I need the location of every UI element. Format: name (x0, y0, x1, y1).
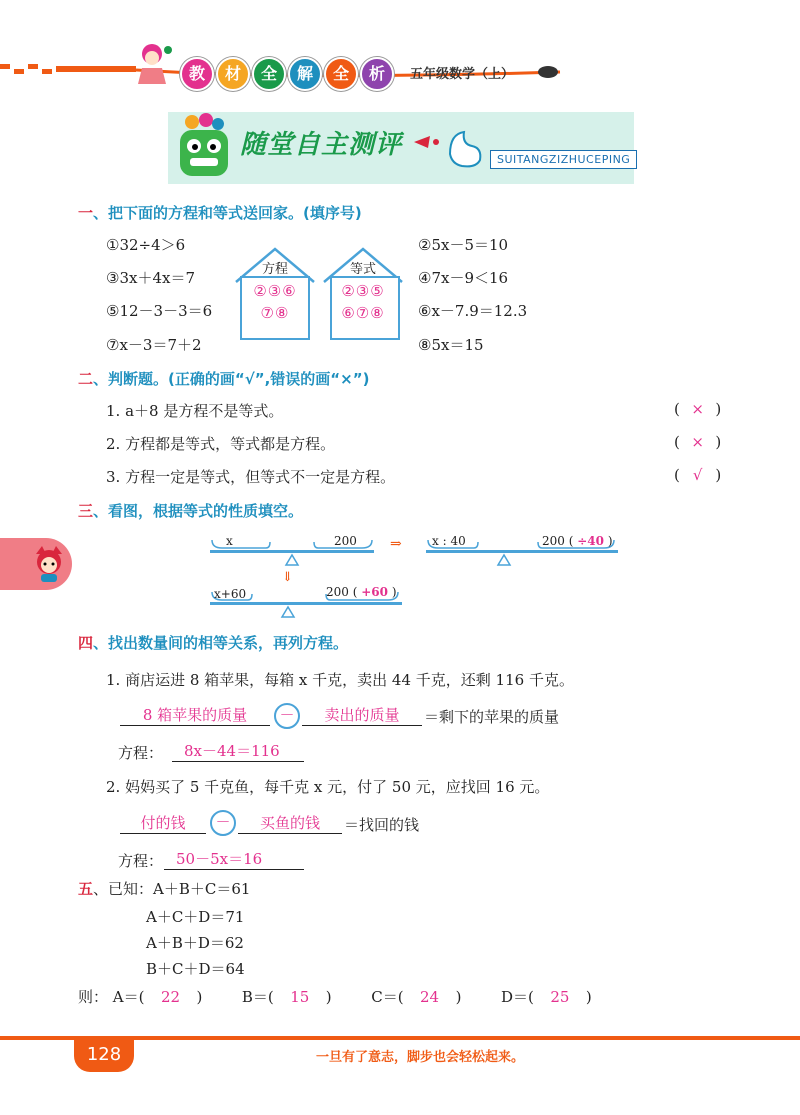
s4-q1-eq-label: 方程： (118, 744, 164, 762)
s5-answers (78, 986, 592, 1007)
s2-answer-1: ( × ) (674, 400, 722, 418)
s5-line-1: A＋C＋D＝71 (146, 908, 245, 926)
house-1-answer-2: ⑦⑧ (260, 304, 290, 322)
arrow-down-icon: ⇓ (282, 570, 293, 585)
s5-line-2: A＋B＋D＝62 (146, 934, 244, 952)
s2-item-1: 1. a＋8 是方程不是等式。 (106, 402, 284, 420)
scale-1-right: 200 (334, 534, 357, 548)
s1-item-5: ⑤12－3－3＝6 (106, 302, 213, 320)
scale-2-left: x : 40 (432, 534, 466, 548)
s5-answer-a-value: 22 (160, 988, 181, 1006)
s2-answer-2: ( × ) (674, 433, 722, 451)
header-char-2: 材 (216, 57, 250, 91)
grade-label: 五年级数学（上） (410, 67, 515, 82)
s2-answer-2-mark: × (691, 433, 704, 451)
s4-q2-operator: － (210, 810, 236, 836)
s5-answer-c-value: 24 (420, 988, 440, 1006)
monster-mascot-icon (172, 112, 236, 184)
section-2-number: 二 (78, 370, 94, 388)
s5-answer-b-name: B＝( (241, 988, 274, 1006)
s5-answer-a-close: ) (196, 988, 203, 1006)
s4-q2-rest: ＝找回的钱 (344, 816, 420, 834)
s4-q2-eq-label: 方程： (118, 852, 164, 870)
s1-item-4: ④7x－9＜16 (418, 269, 509, 287)
header-char-3: 全 (252, 57, 286, 91)
s2-answer-3-mark: √ (692, 466, 703, 484)
s4-q1-rest: ＝剩下的苹果的质量 (424, 708, 560, 726)
scale-2-right-label: 200 ( (542, 534, 574, 548)
girl-mascot-icon (128, 40, 176, 86)
s4-q2-blank-2: 买鱼的钱 (238, 812, 342, 834)
s4-q2-text: 2. 妈妈买了 5 千克鱼，每千克 x 元，付了 50 元，应找回 16 元。 (106, 778, 550, 796)
section-1-title: 、把下面的方程和等式送回家。(填序号) (93, 204, 362, 222)
s4-q1-equation: 8x－44＝116 (172, 740, 304, 762)
header-char-4: 解 (288, 57, 322, 91)
footer-motto: 一旦有了意志，脚步也会轻松起来。 (316, 1050, 525, 1065)
s1-item-3: ③3x＋4x＝7 (106, 269, 195, 287)
scale-3-answer: +60 (361, 585, 388, 599)
cat-mascot-icon (32, 544, 66, 584)
s5-answers-label: 则： (78, 988, 109, 1006)
section-4-number: 四 (78, 634, 94, 652)
s1-item-7: ⑦x－3＝7＋2 (106, 336, 202, 354)
s5-answer-a-name: A＝( (112, 988, 145, 1006)
s5-answer-c-close: ) (455, 988, 462, 1006)
s5-answer-d-close: ) (585, 988, 592, 1006)
section-4-heading (78, 632, 348, 653)
section-5-number: 五 (78, 880, 94, 898)
s4-q1-text: 1. 商店运进 8 箱苹果，每箱 x 千克，卖出 44 千克，还剩 116 千克。 (106, 671, 574, 689)
house-1-answer-1: ②③⑥ (253, 282, 297, 300)
page-number: 128 (74, 1040, 134, 1072)
section-3-number: 三 (78, 502, 94, 520)
section-1-number: 一 (78, 204, 94, 222)
scale-3-right-label: 200 ( (326, 585, 358, 599)
house-2-answer-2: ⑥⑦⑧ (341, 304, 385, 322)
scale-2-right (542, 534, 613, 548)
scale-3-right (326, 585, 397, 599)
s4-q2-equation: 50－5x＝16 (164, 848, 304, 870)
s4-q2-blank-1: 付的钱 (120, 812, 206, 834)
s4-q1-blank-1: 8 箱苹果的质量 (120, 704, 270, 726)
s5-answer-d-name: D＝( (500, 988, 534, 1006)
s2-item-2: 2. 方程都是等式，等式都是方程。 (106, 435, 336, 453)
s5-answer-b-value: 15 (290, 988, 310, 1006)
house-2-answer-1: ②③⑤ (341, 282, 385, 300)
header-char-5: 全 (324, 57, 358, 91)
header-char-6: 析 (360, 57, 394, 91)
section-5-heading (78, 878, 250, 899)
arrow-right-icon: ⇒ (390, 536, 402, 552)
s2-item-3: 3. 方程一定是等式，但等式不一定是方程。 (106, 468, 396, 486)
section-5-title: 、已知：A＋B＋C＝61 (93, 880, 251, 898)
s5-line-3: B＋C＋D＝64 (146, 960, 245, 978)
scale-3-left: x+60 (214, 587, 247, 601)
scale-2-close: ) (607, 534, 613, 548)
section-1-heading (78, 202, 362, 223)
s4-q1-blank-2: 卖出的质量 (302, 704, 422, 726)
s1-item-8: ⑧5x＝15 (418, 336, 484, 354)
s2-answer-1-mark: × (691, 400, 704, 418)
scale-2-answer: ÷40 (577, 534, 604, 548)
s4-q1-operator: － (274, 703, 300, 729)
banner-subtitle: SUITANGZIZHUCEPING (490, 150, 637, 169)
header-decoration (0, 56, 800, 82)
header-char-1: 教 (180, 57, 214, 91)
section-3-title: 、看图，根据等式的性质填空。 (93, 502, 304, 520)
section-3-heading (78, 500, 303, 521)
section-2-heading (78, 368, 369, 389)
banner-title: 随堂自主测评 (240, 130, 403, 160)
house-1-label: 方程 (261, 262, 288, 277)
section-4-title: 、找出数量间的相等关系，再列方程。 (93, 634, 349, 652)
pointing-hand-icon (410, 124, 486, 170)
s1-item-6: ⑥x－7.9＝12.3 (418, 302, 528, 320)
s1-item-2: ②5x－5＝10 (418, 236, 509, 254)
section-2-title: 、判断题。(正确的画“√”,错误的画“×”) (93, 370, 370, 388)
s5-answer-b-close: ) (325, 988, 332, 1006)
scale-1-left: x (226, 534, 233, 548)
s5-answer-d-value: 25 (550, 988, 570, 1006)
scale-3-close: ) (391, 585, 397, 599)
s2-answer-3: ( √ ) (674, 466, 722, 484)
house-2-label: 等式 (349, 262, 376, 277)
s5-answer-c-name: C＝( (371, 988, 404, 1006)
s1-item-1: ①32÷4＞6 (106, 236, 186, 254)
